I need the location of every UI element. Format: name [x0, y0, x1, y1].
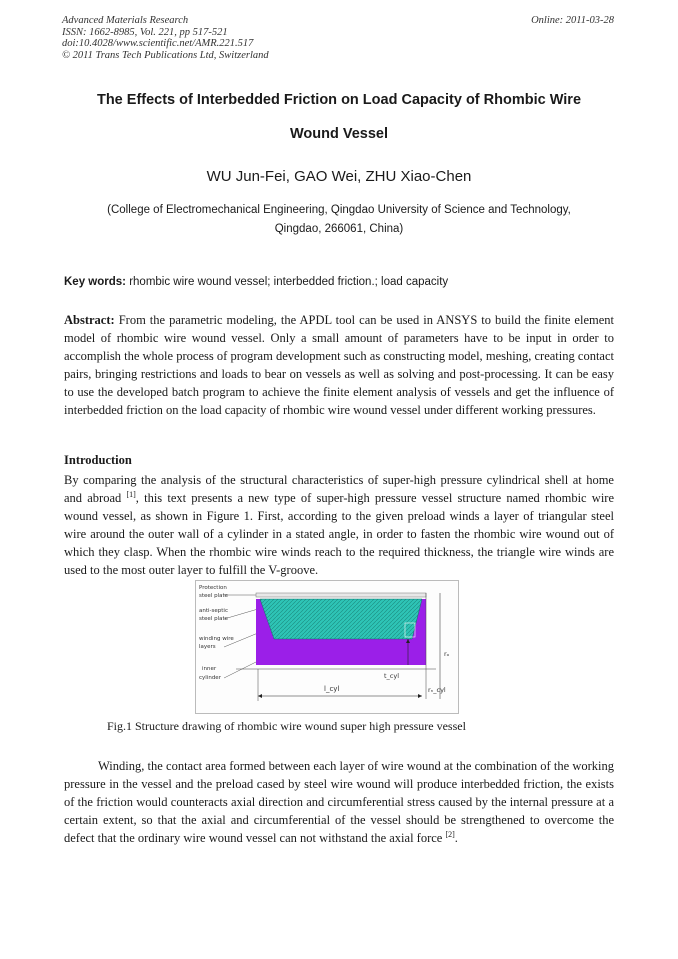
intro-text-2: , this text presents a new type of super-high pressure vessel structure named rhombic wire wound vessel, as shown in Figure 1. First, according to the given preload winds a layer of triangular steel wire around the outer wall of a cylinder in a stated angle, in order to fasten the rhombic wire wound out of which they clasp. When the rhombic wire winds reach to the required thickness, the triangle wire winds are used to the most outer layer to fulfill the V-groove.	[64, 491, 614, 577]
online-date: Online: 2011-03-28	[531, 15, 614, 26]
protection-plate	[256, 593, 426, 597]
label-antiseptic: anti-septic	[199, 608, 228, 614]
figure-caption: Fig.1 Structure drawing of rhombic wire wound super high pressure vessel	[107, 719, 466, 733]
affiliation-line-1: (College of Electromechanical Engineering, Qingdao University of Science and Technology,	[107, 204, 571, 216]
label-layers: layers	[199, 644, 216, 650]
authors: WU Jun-Fei, GAO Wei, ZHU Xiao-Chen	[206, 168, 472, 185]
abstract-text: From the parametric modeling, the APDL tool can be used in ANSYS to build the finite element model of rhombic wire wound vessel. Only a small amount of parameters have to be input in order to accomplish the whole process of program development such as constructing model, meshing, creating contact pairs, bringing restrictions and loads to bear on vessels as well as solving and post-processing. It can be easy to use the developed batch program to achieve the finite element analysis of vessels and get the influence of interbedded friction on the load capacity of rhombic wire wound vessel under different working pressures.	[64, 313, 614, 417]
paragraph-2	[64, 757, 614, 847]
citation-2[interactable]: [2]	[445, 830, 455, 839]
label-inner: inner	[202, 666, 217, 672]
doi[interactable]: doi:10.4028/www.scientific.net/AMR.221.517	[62, 38, 254, 49]
abstract	[64, 311, 614, 419]
intro-text-1: By comparing the analysis of the structural characteristics of super-high pressure cylindrical shell at home and abroad	[64, 473, 614, 505]
keywords	[64, 276, 448, 288]
copyright: © 2011 Trans Tech Publications Ltd, Switzerland	[62, 49, 269, 61]
issn: ISSN: 1662-8985, Vol. 221, pp 517-521	[62, 26, 228, 38]
l-cyl-arrow-right	[418, 694, 422, 698]
wire-layers	[260, 599, 422, 639]
citation-1[interactable]: [1]	[126, 490, 136, 499]
title-line-1: The Effects of Interbedded Friction on Load Capacity of Rhombic Wire	[96, 92, 582, 108]
para2-text-1: Winding, the contact area formed between each layer of wire wound at the combination of the working pressure in the vessel and the preload cased by steel wire wound will produce interbedded friction, the exists of the friction would counteracts axial direction and circumferential stress caused by the internal pressure at a certain extent, so that the axial and circumferential of the vessel should be strengthened to overcome the defect that the ordinary wire wound vessel can not withstand the axial force	[64, 759, 614, 845]
label-steel-plate-2: steel plate	[199, 616, 228, 622]
section-heading-introduction: Introduction	[64, 453, 132, 467]
label-t-cyl: t_cyl	[384, 672, 400, 680]
label-winding-wire: winding wire	[199, 636, 234, 642]
title-line-2: Wound Vessel	[289, 126, 389, 142]
keywords-text: rhombic wire wound vessel; interbedded friction.; load capacity	[126, 276, 449, 288]
label-r-o: rₒ	[444, 650, 450, 658]
affiliation	[70, 201, 608, 239]
affiliation-line-2: Qingdao, 266061, China)	[274, 223, 404, 235]
keywords-label: Key words:	[64, 276, 126, 288]
leader-winding	[224, 633, 258, 647]
label-protection: Protection	[199, 585, 227, 591]
l-cyl-arrow-left	[258, 694, 262, 698]
figure-1	[195, 580, 459, 714]
leader-cylinder	[224, 661, 258, 678]
vessel-drawing	[196, 581, 458, 713]
para2-text-2: .	[454, 831, 458, 845]
label-l-cyl: l_cyl	[324, 685, 340, 693]
abstract-label: Abstract:	[64, 313, 115, 327]
label-cylinder: cylinder	[199, 675, 221, 681]
label-steel-plate: steel plate	[199, 593, 228, 599]
introduction-paragraph	[64, 471, 614, 579]
leader-antiseptic	[224, 609, 258, 619]
label-r-cyl: rₙ_cyl	[428, 686, 446, 694]
journal-name: Advanced Materials Research	[62, 15, 189, 26]
journal-header	[62, 15, 269, 61]
